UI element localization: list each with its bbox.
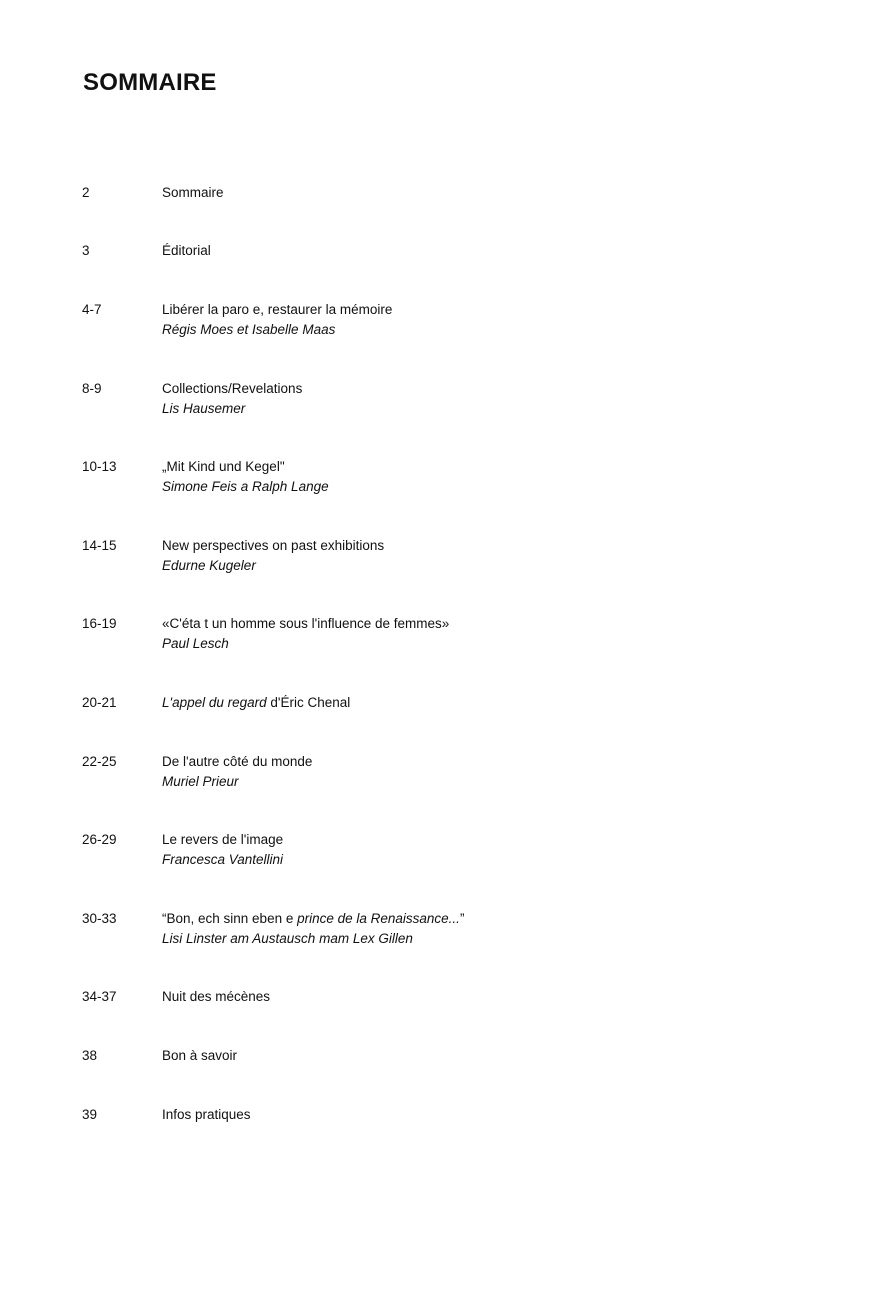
toc-entry-body [162, 614, 802, 654]
toc-page-number: 26-29 [82, 832, 117, 847]
toc-page-number: 22-25 [82, 754, 117, 769]
toc-entry-body [162, 752, 802, 792]
toc-entry-body [162, 693, 802, 713]
toc-page-number: 38 [82, 1048, 98, 1063]
toc-page-number: 34-37 [82, 989, 117, 1004]
toc-page-number: 30-33 [82, 911, 117, 926]
toc-entry-title-italic: L'appel du regard [162, 695, 267, 710]
toc-entry-title-rest: d'Éric Chenal [266, 695, 351, 710]
toc-entry-title-end: ” [459, 911, 465, 926]
toc-entry-body [162, 909, 802, 949]
toc-entry-title: Nuit des mécènes [162, 989, 271, 1004]
toc-entry-author: Lis Hausemer [162, 401, 246, 416]
toc-entry-author: Francesca Vantellini [162, 852, 284, 867]
toc-entry-title: New perspectives on past exhibitions [162, 538, 385, 553]
toc-page-number: 4-7 [82, 302, 102, 317]
toc-entry-body [162, 1046, 802, 1066]
toc-entry-author: Lisi Linster am Austausch mam Lex Gillen [162, 931, 413, 946]
toc-entry-body [162, 1105, 802, 1125]
toc-entry-title: „Mit Kind und Kegel" [162, 459, 285, 474]
toc-page-number: 14-15 [82, 538, 117, 553]
toc-entry-title [162, 909, 802, 929]
toc-entry-title: De l'autre côté du monde [162, 754, 313, 769]
toc-entry-title-italic: prince de la Renaissance... [297, 911, 460, 926]
toc-entry-author: Régis Moes et Isabelle Maas [162, 322, 336, 337]
toc-entry-title-start: “Bon, ech sinn eben e [162, 911, 298, 926]
toc-entry-title [162, 693, 802, 713]
toc-entry-title: Collections/Revelations [162, 381, 303, 396]
toc-page-number: 20-21 [82, 695, 117, 710]
toc-entry-title: Libérer la paro e, restaurer la mémoire [162, 302, 393, 317]
toc-entry-body [162, 536, 802, 576]
toc-entry-body [162, 379, 802, 419]
toc-entry-title: Infos pratiques [162, 1107, 251, 1122]
toc-entry-title: Sommaire [162, 185, 224, 200]
page-title: SOMMAIRE [83, 69, 217, 96]
toc-entry-author: Edurne Kugeler [162, 558, 256, 573]
toc-page-number: 16-19 [82, 616, 117, 631]
toc-entry-body [162, 241, 802, 261]
toc-page-number: 3 [82, 243, 90, 258]
toc-entry-title: Le revers de l'image [162, 832, 284, 847]
toc-entry-body [162, 183, 802, 203]
toc-entry-author: Paul Lesch [162, 636, 229, 651]
toc-entry-author: Simone Feis a Ralph Lange [162, 479, 329, 494]
toc-entry-body [162, 457, 802, 497]
toc-entry-title: Bon à savoir [162, 1048, 238, 1063]
toc-page-number: 2 [82, 185, 90, 200]
toc-page-number: 8-9 [82, 381, 102, 396]
toc-page-number: 39 [82, 1107, 98, 1122]
toc-entry-body [162, 830, 802, 870]
toc-entry-title: Éditorial [162, 243, 211, 258]
toc-entry-author: Muriel Prieur [162, 774, 239, 789]
toc-entry-body [162, 300, 802, 340]
toc-entry-body [162, 987, 802, 1007]
toc-entry-title: «C'éta t un homme sous l'influence de femmes» [162, 616, 450, 631]
toc-page-number: 10-13 [82, 459, 117, 474]
